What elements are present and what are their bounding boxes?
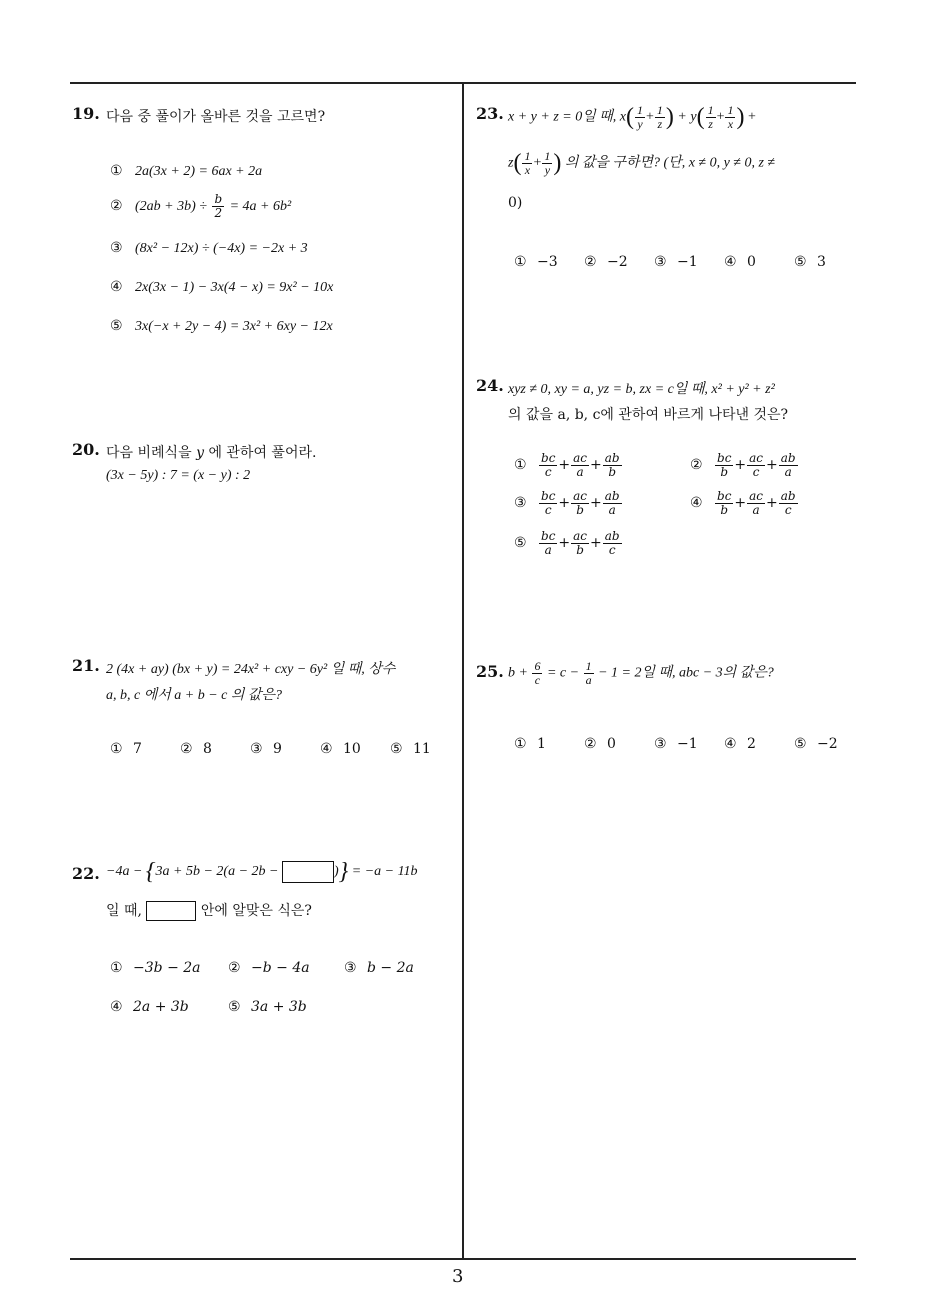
choice-expr-right: = 4a + 6b² — [229, 199, 292, 215]
q20-expression: (3x − 5y) : 7 = (x − y) : 2 — [106, 468, 251, 483]
q19-choice-5[interactable] — [110, 318, 333, 335]
q25-choice-4[interactable]: ④ 2 — [724, 736, 756, 752]
q20-question: 다음 비례식을 y 에 관하여 풀어라. — [106, 445, 317, 461]
q23-choice-5[interactable]: ⑤ 3 — [794, 254, 826, 270]
q24-number: 24. — [476, 376, 504, 395]
bottom-rule — [70, 1258, 856, 1260]
fraction: $\frac{b}{2}$ — [214, 192, 223, 220]
q25-expression: b + $\frac{6}{c}$ = c − $\frac{1}{a}$ − 1 = 2일 때, abc − 3의 값은? — [508, 659, 774, 687]
choice-mark: ① — [110, 163, 123, 179]
q21-choice-1[interactable]: ① 7 — [110, 741, 142, 757]
q19-choice-2[interactable] — [110, 193, 291, 219]
q22-expression: −4a − {3a + 5b − 2(a − 2b − )} = −a − 11b — [106, 859, 418, 885]
q19-choice-1[interactable] — [110, 163, 262, 180]
fraction: $\frac{1}{a}$ — [585, 659, 592, 687]
q23-line1: x + y + z = 0일 때, x( $\frac{1}{y}$ + $\frac{1}{z}$ ) + y( $\frac{1}{z}$ + $\frac{1}{x}$ ) + — [508, 103, 756, 131]
q19-number: 19. — [72, 104, 100, 123]
q23-line3: 0) — [508, 195, 523, 211]
choice-expr: 2a(3x + 2) = 6ax + 2a — [135, 164, 263, 179]
q19-question: 다음 중 풀이가 올바른 것을 고르면? — [106, 109, 326, 125]
q21-choice-2[interactable]: ② 8 — [180, 741, 212, 757]
q23-choice-1[interactable]: ① −3 — [514, 254, 558, 270]
q20-number: 20. — [72, 440, 100, 459]
q24-choice-1[interactable]: ① $\frac{bc}{c}$ + $\frac{ac}{a}$ + $\frac{ab}{b}$ — [514, 451, 620, 479]
q23-choice-3[interactable]: ③ −1 — [654, 254, 698, 270]
q21-number: 21. — [72, 656, 100, 675]
q22-choice-5[interactable]: ⑤ 3a + 3b — [228, 999, 307, 1015]
choice-mark: ② — [110, 198, 123, 215]
q21-choice-4[interactable]: ④ 10 — [320, 741, 361, 757]
q25-choice-1[interactable]: ① 1 — [514, 736, 546, 752]
q22-choice-1[interactable]: ① −3b − 2a — [110, 960, 201, 976]
q22-choice-3[interactable]: ③ b − 2a — [344, 960, 414, 976]
q23-line2: z( $\frac{1}{x}$ + $\frac{1}{y}$ ) 의 값을 구하면? (단, x ≠ 0, y ≠ 0, z ≠ — [508, 149, 776, 177]
choice-mark: ④ — [110, 279, 123, 295]
q25-number: 25. — [476, 662, 504, 681]
choice-expr: (8x² − 12x) ÷ (−4x) = −2x + 3 — [135, 241, 308, 256]
q22-choice-4[interactable]: ④ 2a + 3b — [110, 999, 189, 1015]
q24-choice-4[interactable]: ④ $\frac{bc}{b}$ + $\frac{ac}{a}$ + $\frac{ab}{c}$ — [690, 489, 796, 517]
blank-box — [146, 901, 196, 921]
q25-choice-2[interactable]: ② 0 — [584, 736, 616, 752]
choice-mark: ③ — [110, 240, 123, 256]
choice-expr: 3x(−x + 2y − 4) = 3x² + 6xy − 12x — [135, 319, 333, 334]
q21-line1: 2 (4x + ay) (bx + y) = 24x² + cxy − 6y² 일 때, 상수 — [106, 662, 396, 677]
q19-choice-4[interactable] — [110, 279, 333, 296]
choice-expr-left: (2ab + 3b) ÷ — [135, 199, 207, 215]
q21-line2: a, b, c 에서 a + b − c 의 값은? — [106, 688, 282, 703]
q23-choice-2[interactable]: ② −2 — [584, 254, 628, 270]
choice-mark: ⑤ — [110, 318, 123, 334]
q24-line2: 의 값을 a, b, c에 관하여 바르게 나타낸 것은? — [508, 407, 789, 423]
page-number: 3 — [452, 1266, 464, 1287]
q21-choice-3[interactable]: ③ 9 — [250, 741, 282, 757]
q24-choice-2[interactable]: ② $\frac{bc}{b}$ + $\frac{ac}{c}$ + $\frac{ab}{a}$ — [690, 451, 796, 479]
q23-choice-4[interactable]: ④ 0 — [724, 254, 756, 270]
q24-choice-3[interactable]: ③ $\frac{bc}{c}$ + $\frac{ac}{b}$ + $\frac{ab}{a}$ — [514, 489, 620, 517]
q24-line1: xyz ≠ 0, xy = a, yz = b, zx = c일 때, x² + y² + z² — [508, 382, 775, 397]
right-brace: } — [338, 859, 349, 885]
column-divider — [462, 82, 464, 1260]
q23-number: 23. — [476, 104, 504, 123]
q25-choice-5[interactable]: ⑤ −2 — [794, 736, 838, 752]
fraction: $\frac{6}{c}$ — [534, 659, 541, 687]
q22-number: 22. — [72, 864, 100, 883]
q21-choice-5[interactable]: ⑤ 11 — [390, 741, 431, 757]
q19-choice-3[interactable] — [110, 240, 308, 257]
q24-choice-5[interactable]: ⑤ $\frac{bc}{a}$ + $\frac{ac}{b}$ + $\frac{ab}{c}$ — [514, 529, 620, 557]
q22-choice-2[interactable]: ② −b − 4a — [228, 960, 310, 976]
blank-box — [282, 861, 334, 883]
q25-choice-3[interactable]: ③ −1 — [654, 736, 698, 752]
q22-line2: 일 때, 안에 알맞은 식은? — [106, 903, 312, 919]
choice-expr: 2x(3x − 1) − 3x(4 − x) = 9x² − 10x — [135, 280, 334, 295]
left-brace: { — [145, 859, 156, 885]
